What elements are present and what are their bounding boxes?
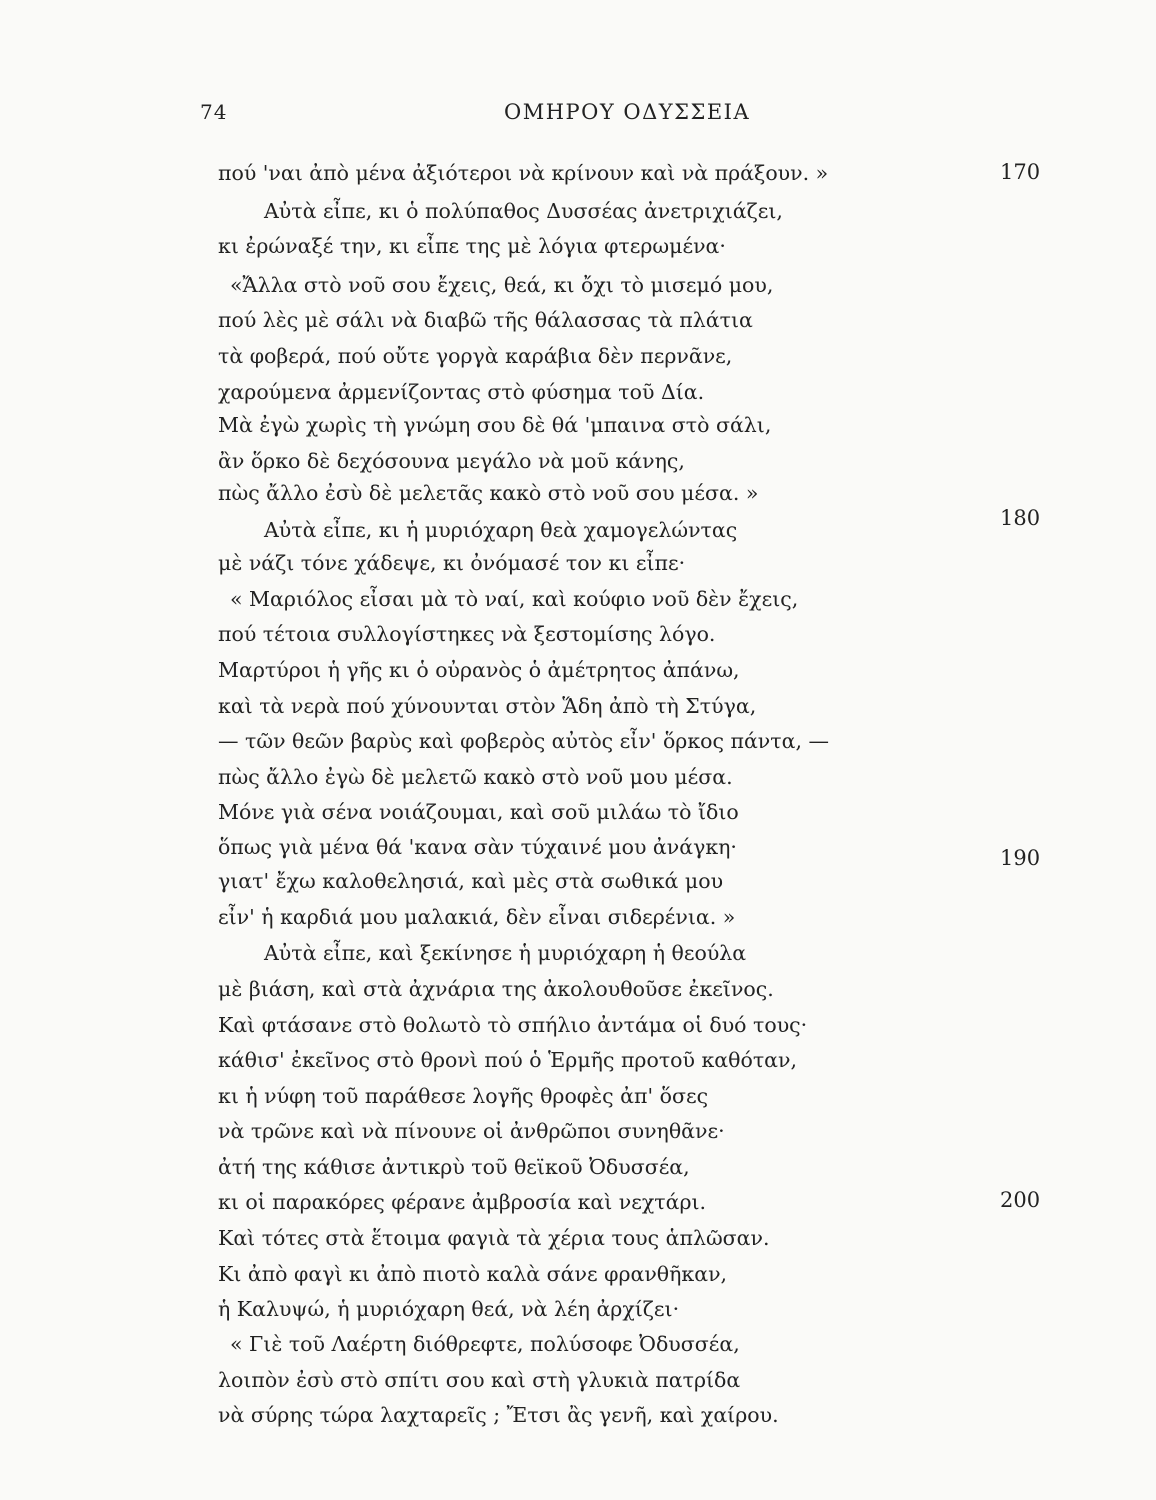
verse-line: Κι ἀπὸ φαγὶ κι ἀπὸ πιοτὸ καλὰ σάνε φρανθῆκαν, [218, 1262, 728, 1286]
verse-line: Καὶ φτάσανε στὸ θολωτὸ τὸ σπήλιο ἀντάμα οἱ δυό τους· [218, 1013, 808, 1037]
verse-line: πού 'ναι ἀπὸ μένα ἀξιότεροι νὰ κρίνουν καὶ νὰ πράξουν. » [218, 161, 829, 185]
verse-line: γιατ' ἔχω καλοθελησιά, καὶ μὲς στὰ σωθικά μου [218, 869, 724, 893]
verse-line: πὼς ἄλλο ἐγὼ δὲ μελετῶ κακὸ στὸ νοῦ μου μέσα. [218, 765, 733, 789]
verse-line: κάθισ' ἐκεῖνος στὸ θρονὶ πού ὁ Ἑρμῆς προτοῦ καθόταν, [218, 1048, 797, 1072]
running-title: ΟΜΗΡΟΥ ΟΔΥΣΣΕΙΑ [504, 100, 751, 124]
verse-line: «Ἄλλα στὸ νοῦ σου ἔχεις, θεά, κι ὄχι τὸ μισεμό μου, [230, 273, 774, 297]
verse-line: « Γιὲ τοῦ Λαέρτη διόθρεφτε, πολύσοφε Ὀδυσσέα, [230, 1332, 740, 1356]
verse-line: νὰ τρῶνε καὶ νὰ πίνουνε οἱ ἀνθρῶποι συνηθᾶνε· [218, 1119, 725, 1143]
line-number: 170 [1000, 160, 1041, 184]
line-number: 190 [1000, 846, 1041, 870]
verse-line: λοιπὸν ἐσὺ στὸ σπίτι σου καὶ στὴ γλυκιὰ πατρίδα [218, 1368, 741, 1392]
verse-line: κι ἐρώναξέ την, κι εἶπε της μὲ λόγια φτερωμένα· [218, 234, 726, 258]
page-number: 74 [200, 100, 228, 124]
verse-line: Μαρτύροι ἡ γῆς κι ὁ οὐρανὸς ὁ ἀμέτρητος ἀπάνω, [218, 658, 740, 682]
verse-line: Αὐτὰ εἶπε, καὶ ξεκίνησε ἡ μυριόχαρη ἡ θεούλα [264, 941, 747, 965]
verse-line: ἀτή της κάθισε ἀντικρὺ τοῦ θεϊκοῦ Ὀδυσσέα, [218, 1155, 690, 1179]
verse-line: μὲ βιάση, καὶ στὰ ἀχνάρια της ἀκολουθοῦσε ἐκεῖνος. [218, 977, 774, 1001]
verse-line: Μὰ ἐγὼ χωρὶς τὴ γνώμη σου δὲ θά 'μπαινα στὸ σάλι, [218, 413, 772, 437]
verse-line: Αὐτὰ εἶπε, κι ἡ μυριόχαρη θεὰ χαμογελώντας [264, 518, 738, 542]
verse-line: νὰ σύρης τώρα λαχταρεῖς ; Ἔτσι ἂς γενῆ, καὶ χαίρου. [218, 1403, 779, 1427]
verse-line: Αὐτὰ εἶπε, κι ὁ πολύπαθος Δυσσέας ἀνετριχιάζει, [264, 199, 783, 223]
line-number: 200 [1000, 1188, 1041, 1212]
verse-line: πού λὲς μὲ σάλι νὰ διαβῶ τῆς θάλασσας τὰ πλάτια [218, 308, 753, 332]
verse-line: κι οἱ παρακόρες φέρανε ἀμβροσία καὶ νεχτάρι. [218, 1190, 707, 1214]
verse-line: ὅπως γιὰ μένα θά 'κανα σὰν τύχαινέ μου ἀνάγκη· [218, 835, 737, 859]
verse-line: πού τέτοια συλλογίστηκες νὰ ξεστομίσης λόγο. [218, 622, 716, 646]
verse-line: Μόνε γιὰ σένα νοιάζουμαι, καὶ σοῦ μιλάω τὸ ἴδιο [218, 800, 739, 824]
verse-line: χαρούμενα ἀρμενίζοντας στὸ φύσημα τοῦ Δία. [218, 380, 705, 404]
verse-line: καὶ τὰ νερὰ πού χύνουνται στὸν Ἅδη ἀπὸ τὴ Στύγα, [218, 694, 757, 718]
line-number: 180 [1000, 506, 1041, 530]
verse-line: μὲ νάζι τόνε χάδεψε, κι ὀνόμασέ τον κι εἶπε· [218, 551, 686, 575]
verse-line: πὼς ἄλλο ἐσὺ δὲ μελετᾶς κακὸ στὸ νοῦ σου μέσα. » [218, 481, 759, 505]
verse-line: εἶν' ἡ καρδιά μου μαλακιά, δὲν εἶναι σιδερένια. » [218, 905, 736, 929]
verse-line: ἡ Καλυψώ, ἡ μυριόχαρη θεά, νὰ λέη ἀρχίζει· [218, 1297, 680, 1321]
verse-line: — τῶν θεῶν βαρὺς καὶ φοβερὸς αὐτὸς εἶν' ὅρκος πάντα, — [218, 729, 829, 753]
verse-line: Καὶ τότες στὰ ἕτοιμα φαγιὰ τὰ χέρια τους ἁπλῶσαν. [218, 1226, 770, 1250]
verse-line: ἂν ὅρκο δὲ δεχόσουνα μεγάλο νὰ μοῦ κάνης, [218, 449, 685, 473]
verse-line: κι ἡ νύφη τοῦ παράθεσε λογῆς θροφὲς ἀπ' ὅσες [218, 1084, 709, 1108]
verse-line: τὰ φοβερά, πού οὔτε γοργὰ καράβια δὲν περνᾶνε, [218, 344, 733, 368]
verse-line: « Μαριόλος εἶσαι μὰ τὸ ναί, καὶ κούφιο νοῦ δὲν ἔχεις, [230, 587, 799, 611]
